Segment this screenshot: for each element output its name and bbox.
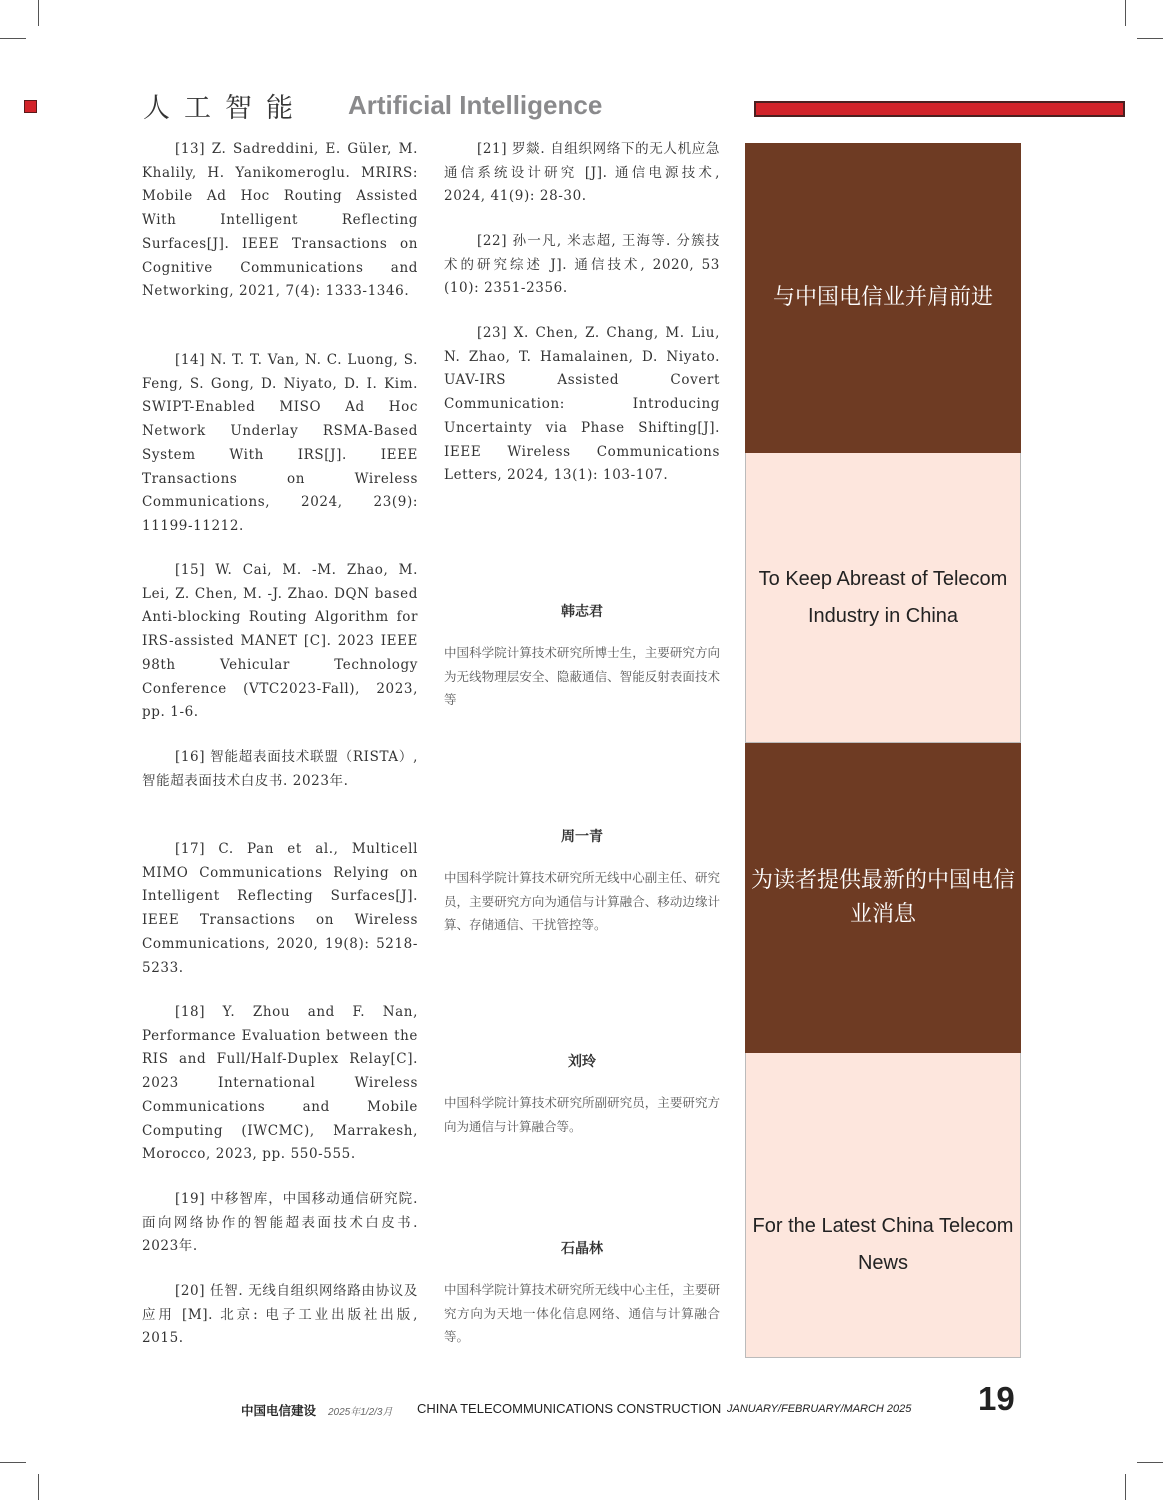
issue-date-en: JANUARY/FEBRUARY/MARCH 2025: [727, 1403, 912, 1415]
reference-21: [21] 罗燚. 自组织网络下的无人机应急通信系统设计研究 [J]. 通信电源技术, 2024, 41(9): 28-30.: [444, 141, 720, 205]
crop-mark: [0, 38, 26, 39]
crop-mark: [1125, 0, 1126, 26]
slogan-cn: 为读者提供最新的中国电信业消息: [750, 868, 1015, 927]
slogan-en: To Keep Abreast of Telecom Industry in China: [758, 567, 1008, 627]
author-bio: 中国科学院计算技术研究所博士生，主要研究方向为无线物理层安全、隐蔽通信、智能反射表面技术等: [444, 645, 720, 708]
author-name: 韩志君: [561, 604, 603, 620]
slogan-panel-2: [745, 453, 1021, 743]
author-name: 石晶林: [561, 1241, 603, 1257]
crop-mark: [38, 0, 39, 26]
author-bio: 中国科学院计算技术研究所无线中心主任，主要研究方向为天地一体化信息网络、通信与计算融合等。: [444, 1282, 720, 1345]
slogan-panel-1: [745, 143, 1021, 453]
author-bio: 中国科学院计算技术研究所副研究员，主要研究方向为通信与计算融合等。: [444, 1095, 720, 1134]
reference-17: [17] C. Pan et al., Multicell MIMO Communications Relying on Intelligent Reflecting Surfaces[J]. IEEE Transactions on Wireless Communications, 2020, 19(8): 5218-5233.: [142, 841, 418, 976]
reference-19: [19] 中移智库，中国移动通信研究院. 面向网络协作的智能超表面技术白皮书. 2023年.: [142, 1191, 418, 1255]
crop-mark: [38, 1474, 39, 1500]
slogan-cn: 与中国电信业并肩前进: [772, 285, 993, 310]
page-number: 19: [978, 1380, 1015, 1417]
slogan-en: For the Latest China Telecom News: [752, 1215, 1014, 1274]
section-marker: [24, 100, 37, 113]
reference-15: [15] W. Cai, M. -M. Zhao, M. Lei, Z. Chen, M. -J. Zhao. DQN based Anti-blocking Routing Algorithm for IRS-assisted MANET [C]. 2023 IEEE 98th Vehicular Technology Conference (VTC2023-Fall), 2023, pp. 1-6.: [142, 562, 418, 721]
reference-13: [13] Z. Sadreddini, E. Güler, M. Khalily, H. Yanikomeroglu. MRIRS: Mobile Ad Hoc Routing Assisted With Intelligent Reflecting Surfaces[J]. IEEE Transactions on Cognitive Communications and Networking, 2021, 7(4): 1333-1346.: [142, 141, 418, 300]
reference-18: [18] Y. Zhou and F. Nan, Performance Evaluation between the RIS and Full/Half-Duplex Relay[C]. 2023 International Wireless Communications and Mobile Computing (IWCMC), Marrakesh, Morocco, 2023, pp. 550-555.: [142, 1004, 418, 1163]
crop-mark: [1137, 38, 1163, 39]
reference-22: [22] 孙一凡, 米志超, 王海等. 分簇技术的研究综述 J]. 通信技术, 2020, 53 (10): 2351-2356.: [444, 233, 720, 297]
crop-mark: [1137, 1462, 1163, 1463]
author-bio: 中国科学院计算技术研究所无线中心副主任、研究员，主要研究方向为通信与计算融合、移动边缘计算、存储通信、干扰管控等。: [444, 870, 720, 933]
crop-mark: [1125, 1474, 1126, 1500]
reference-20: [20] 任智. 无线自组织网络路由协议及应用 [M]. 北京: 电子工业出版社出版, 2015.: [142, 1283, 418, 1347]
section-title-en: Artificial Intelligence: [348, 90, 603, 120]
reference-14: [14] N. T. T. Van, N. C. Luong, S. Feng, S. Gong, D. Niyato, D. I. Kim. SWIPT-Enabled MISO Ad Hoc Network Underlay RSMA-Based System With IRS[J]. IEEE Transactions on Wireless Communications, 2024, 23(9): 11199-11212.: [142, 352, 418, 534]
section-title-cn: 人工智能: [143, 93, 307, 124]
slogan-panel-3: [745, 743, 1021, 1053]
reference-16: [16] 智能超表面技术联盟（RISTA）, 智能超表面技术白皮书. 2023年.: [142, 749, 418, 789]
author-name: 刘玲: [568, 1054, 596, 1070]
magazine-name-cn: 中国电信建设: [241, 1404, 317, 1418]
magazine-name-en: CHINA TELECOMMUNICATIONS CONSTRUCTION: [417, 1401, 722, 1416]
reference-23: [23] X. Chen, Z. Chang, M. Liu, N. Zhao, T. Hamalainen, D. Niyato. UAV-IRS Assisted Covert Communication: Introducing Uncertainty via Phase Shifting[J]. IEEE Wireless Communications Letters, 2024, 13(1): 103-107.: [444, 325, 720, 484]
slogan-panel-4: [745, 1053, 1021, 1358]
issue-date-cn: 2025年1/2/3月: [328, 1407, 393, 1418]
header-bar: [754, 101, 1125, 117]
author-name: 周一青: [561, 829, 603, 845]
crop-mark: [0, 1462, 26, 1463]
